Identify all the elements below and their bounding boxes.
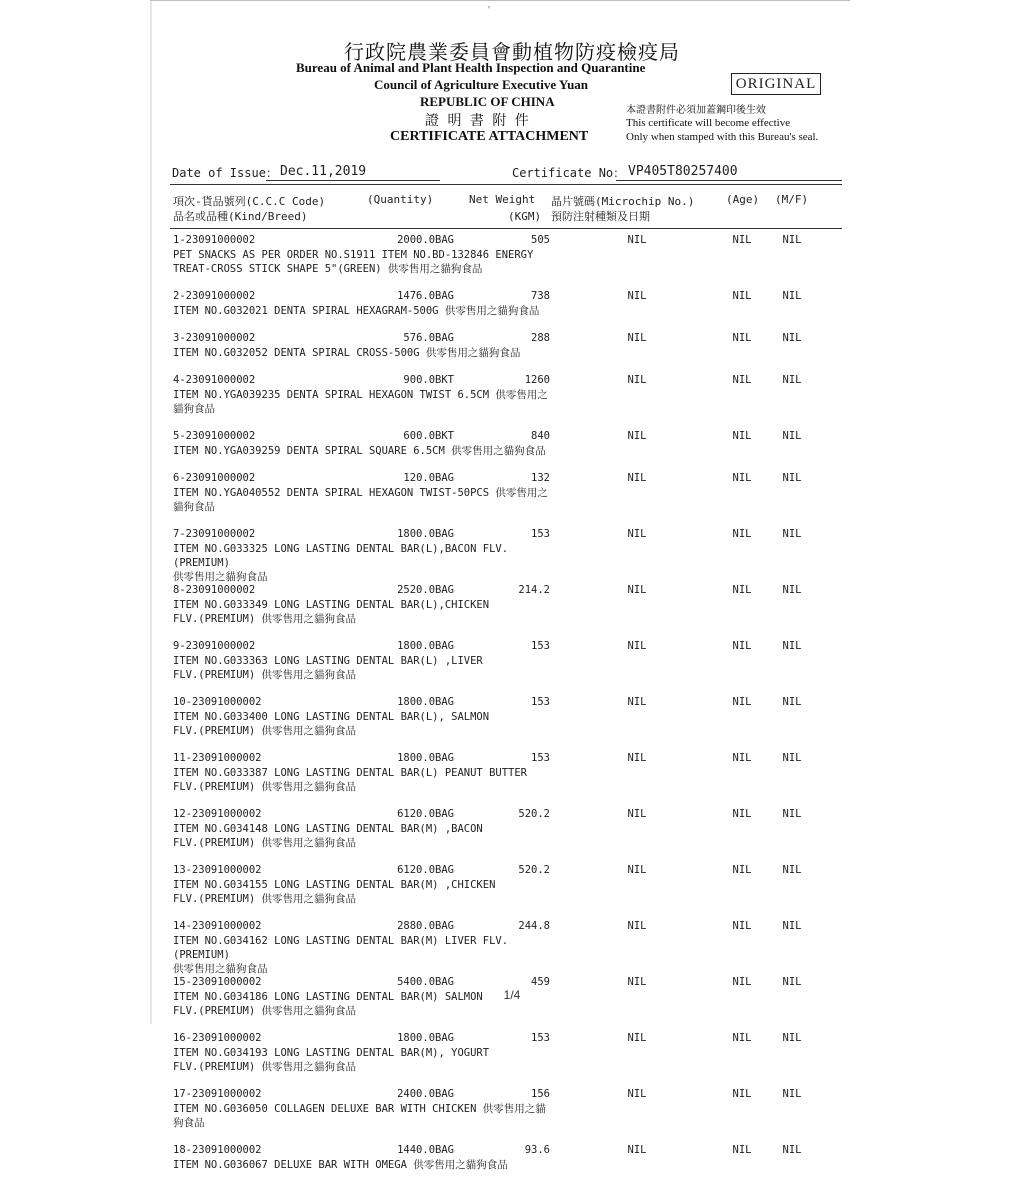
item-microchip: NIL (627, 696, 647, 708)
table-row (0, 528, 1024, 584)
item-code: 11-23091000002 (173, 752, 262, 764)
item-description: ITEM NO.G034148 LONG LASTING DENTAL BAR(M) ,BACON FLV.(PREMIUM) 供零售用之貓狗食品 (173, 823, 483, 849)
item-microchip: NIL (627, 332, 647, 344)
page-number: 1/4 (503, 988, 521, 1002)
item-age: NIL (732, 640, 752, 652)
item-code: 9-23091000002 (173, 640, 256, 652)
item-age: NIL (732, 864, 752, 876)
country-name: REPUBLIC OF CHINA (420, 94, 555, 109)
seal-notice-line-2: Only when stamped with this Bureau's seal. (626, 131, 819, 143)
item-description: PET SNACKS AS PER ORDER NO.S1911 ITEM NO.BD-132846 ENERGY TREAT-CROSS STICK SHAPE 5"(GREEN) 供零售用之貓狗食品 (173, 249, 534, 275)
column-header-net-weight: Net Weight (469, 193, 536, 206)
seal-notice-line-1: This certificate will become effective (626, 117, 791, 129)
item-description: ITEM NO.YGA040552 DENTA SPIRAL HEXAGON TWIST-50PCS 供零售用之 貓狗食品 (173, 487, 548, 513)
item-sex: NIL (782, 752, 802, 764)
item-age: NIL (732, 752, 752, 764)
bureau-name: Bureau of Animal and Plant Health Inspection and Quarantine (296, 60, 646, 75)
item-code: 10-23091000002 (173, 696, 262, 708)
item-microchip: NIL (627, 640, 647, 652)
item-net-weight: 459 (531, 976, 550, 988)
item-code: 4-23091000002 (173, 374, 256, 386)
item-sex: NIL (782, 472, 802, 484)
original-stamp: ORIGINAL (731, 73, 821, 95)
item-quantity: 1800.0BAG (397, 528, 454, 540)
item-sex: NIL (782, 332, 802, 344)
item-age: NIL (732, 1144, 752, 1156)
item-description: ITEM NO.G034186 LONG LASTING DENTAL BAR(M) SALMON FLV.(PREMIUM) 供零售用之貓狗食品 (173, 991, 483, 1017)
item-net-weight: 288 (531, 332, 550, 344)
item-microchip: NIL (627, 976, 647, 988)
item-age: NIL (732, 290, 752, 302)
item-net-weight: 153 (531, 1032, 550, 1044)
item-sex: NIL (782, 234, 802, 246)
scan-mark: ' (488, 4, 490, 16)
table-row (0, 332, 1024, 374)
item-quantity: 2520.0BAG (397, 584, 454, 596)
item-code: 3-23091000002 (173, 332, 256, 344)
item-sex: NIL (782, 528, 802, 540)
item-microchip: NIL (627, 584, 647, 596)
table-row (0, 1144, 1024, 1186)
table-row (0, 1032, 1024, 1088)
item-quantity: 1800.0BAG (397, 696, 454, 708)
table-row (0, 374, 1024, 430)
certificate-number-value: VP405T80257400 (628, 164, 738, 179)
item-quantity: 1440.0BAG (397, 1144, 454, 1156)
item-sex: NIL (782, 584, 802, 596)
document-title: CERTIFICATE ATTACHMENT (390, 129, 589, 144)
item-net-weight: 153 (531, 696, 550, 708)
item-description: ITEM NO.G036050 COLLAGEN DELUXE BAR WITH CHICKEN 供零售用之貓 狗食品 (173, 1103, 546, 1129)
item-age: NIL (732, 332, 752, 344)
item-net-weight: 1260 (524, 374, 550, 386)
column-header-vaccination: 預防注射種類及日期 (551, 210, 650, 223)
item-code: 16-23091000002 (173, 1032, 262, 1044)
item-microchip: NIL (627, 290, 647, 302)
item-sex: NIL (782, 808, 802, 820)
item-code: 5-23091000002 (173, 430, 256, 442)
scan-top-edge (150, 0, 850, 1)
item-age: NIL (732, 1088, 752, 1100)
table-row (0, 430, 1024, 472)
item-net-weight: 153 (531, 640, 550, 652)
table-row (0, 752, 1024, 808)
item-microchip: NIL (627, 920, 647, 932)
item-age: NIL (732, 528, 752, 540)
table-row (0, 864, 1024, 920)
column-header-kgm: (KGM) (508, 210, 542, 223)
item-sex: NIL (782, 640, 802, 652)
item-description: ITEM NO.G033363 LONG LASTING DENTAL BAR(L) ,LIVER FLV.(PREMIUM) 供零售用之貓狗食品 (173, 655, 483, 681)
item-description: ITEM NO.G033349 LONG LASTING DENTAL BAR(L),CHICKEN FLV.(PREMIUM) 供零售用之貓狗食品 (173, 599, 490, 625)
column-header-item-code: 項次-貨品號列(C.C.C Code) (173, 195, 326, 208)
table-row (0, 472, 1024, 528)
item-code: 14-23091000002 (173, 920, 262, 932)
item-sex: NIL (782, 1144, 802, 1156)
column-header-quantity: (Quantity) (367, 193, 434, 206)
item-net-weight: 520.2 (518, 864, 550, 876)
item-net-weight: 214.2 (518, 584, 550, 596)
table-row (0, 234, 1024, 290)
items-table (0, 234, 1024, 1186)
item-code: 17-23091000002 (173, 1088, 262, 1100)
date-of-issue-value: Dec.11,2019 (280, 164, 367, 179)
item-microchip: NIL (627, 528, 647, 540)
item-quantity: 6120.0BAG (397, 808, 454, 820)
item-sex: NIL (782, 374, 802, 386)
item-age: NIL (732, 976, 752, 988)
item-description: ITEM NO.G033325 LONG LASTING DENTAL BAR(L),BACON FLV.(PREMIUM) 供零售用之貓狗食品 (173, 543, 509, 583)
item-net-weight: 738 (531, 290, 550, 302)
table-top-rule (170, 184, 842, 185)
item-quantity: 1800.0BAG (397, 1032, 454, 1044)
item-quantity: 1800.0BAG (397, 640, 454, 652)
table-row (0, 290, 1024, 332)
item-microchip: NIL (627, 1144, 647, 1156)
item-description: ITEM NO.YGA039259 DENTA SPIRAL SQUARE 6.5CM 供零售用之貓狗食品 (173, 445, 546, 457)
item-quantity: 1800.0BAG (397, 752, 454, 764)
item-description: ITEM NO.G033400 LONG LASTING DENTAL BAR(L), SALMON FLV.(PREMIUM) 供零售用之貓狗食品 (173, 711, 490, 737)
item-quantity: 5400.0BAG (397, 976, 454, 988)
item-sex: NIL (782, 696, 802, 708)
column-header-kind: 品名或品種(Kind/Breed) (173, 210, 308, 223)
agency-title-chinese: 行政院農業委員會動植物防疫檢疫局 (344, 40, 680, 64)
item-sex: NIL (782, 1088, 802, 1100)
item-sex: NIL (782, 1032, 802, 1044)
item-age: NIL (732, 234, 752, 246)
item-microchip: NIL (627, 1032, 647, 1044)
item-microchip: NIL (627, 1088, 647, 1100)
item-sex: NIL (782, 976, 802, 988)
item-description: ITEM NO.G033387 LONG LASTING DENTAL BAR(L) PEANUT BUTTER FLV.(PREMIUM) 供零售用之貓狗食品 (173, 767, 528, 793)
item-age: NIL (732, 584, 752, 596)
item-microchip: NIL (627, 234, 647, 246)
item-age: NIL (732, 920, 752, 932)
item-microchip: NIL (627, 472, 647, 484)
item-microchip: NIL (627, 864, 647, 876)
item-microchip: NIL (627, 374, 647, 386)
table-header-rule (170, 228, 842, 229)
document-title-chinese: 證 明 書 附 件 (425, 113, 531, 129)
item-net-weight: 153 (531, 752, 550, 764)
item-quantity: 900.0BKT (403, 374, 454, 386)
item-description: ITEM NO.G034193 LONG LASTING DENTAL BAR(M), YOGURT FLV.(PREMIUM) 供零售用之貓狗食品 (173, 1047, 490, 1073)
table-row (0, 920, 1024, 976)
item-sex: NIL (782, 920, 802, 932)
table-row (0, 640, 1024, 696)
item-code: 6-23091000002 (173, 472, 256, 484)
item-microchip: NIL (627, 430, 647, 442)
table-row (0, 1088, 1024, 1144)
item-quantity: 120.0BAG (403, 472, 454, 484)
table-row (0, 584, 1024, 640)
item-net-weight: 244.8 (518, 920, 550, 932)
item-description: ITEM NO.G032021 DENTA SPIRAL HEXAGRAM-500G 供零售用之貓狗食品 (173, 305, 540, 317)
item-code: 13-23091000002 (173, 864, 262, 876)
table-row (0, 696, 1024, 752)
item-code: 12-23091000002 (173, 808, 262, 820)
item-quantity: 576.0BAG (403, 332, 454, 344)
item-quantity: 600.0BKT (403, 430, 454, 442)
item-net-weight: 93.6 (524, 1144, 550, 1156)
item-code: 8-23091000002 (173, 584, 256, 596)
item-quantity: 2000.0BAG (397, 234, 454, 246)
item-net-weight: 153 (531, 528, 550, 540)
item-microchip: NIL (627, 808, 647, 820)
item-sex: NIL (782, 290, 802, 302)
item-description: ITEM NO.G032052 DENTA SPIRAL CROSS-500G 供零售用之貓狗食品 (173, 347, 521, 359)
item-age: NIL (732, 808, 752, 820)
column-header-age: (Age) (726, 193, 760, 206)
seal-notice-chinese: 本證書附件必須加蓋鋼印後生效 (626, 105, 766, 116)
item-code: 18-23091000002 (173, 1144, 262, 1156)
table-row (0, 808, 1024, 864)
item-code: 1-23091000002 (173, 234, 256, 246)
item-net-weight: 505 (531, 234, 550, 246)
item-age: NIL (732, 430, 752, 442)
item-microchip: NIL (627, 752, 647, 764)
item-description: ITEM NO.G036067 DELUXE BAR WITH OMEGA 供零售用之貓狗食品 (173, 1159, 508, 1171)
certificate-number-label: Certificate No： (512, 166, 626, 180)
item-quantity: 6120.0BAG (397, 864, 454, 876)
item-age: NIL (732, 1032, 752, 1044)
item-quantity: 1476.0BAG (397, 290, 454, 302)
item-quantity: 2880.0BAG (397, 920, 454, 932)
item-sex: NIL (782, 430, 802, 442)
column-header-microchip: 晶片號碼(Microchip No.) (551, 195, 695, 208)
date-of-issue-label: Date of Issue： (172, 166, 278, 180)
item-net-weight: 520.2 (518, 808, 550, 820)
item-code: 2-23091000002 (173, 290, 256, 302)
column-header-mf: (M/F) (775, 193, 809, 206)
item-code: 15-23091000002 (173, 976, 262, 988)
item-quantity: 2400.0BAG (397, 1088, 454, 1100)
item-description: ITEM NO.YGA039235 DENTA SPIRAL HEXAGON TWIST 6.5CM 供零售用之 貓狗食品 (173, 389, 548, 415)
item-description: ITEM NO.G034162 LONG LASTING DENTAL BAR(M) LIVER FLV.(PREMIUM) 供零售用之貓狗食品 (173, 935, 509, 975)
item-code: 7-23091000002 (173, 528, 256, 540)
item-description: ITEM NO.G034155 LONG LASTING DENTAL BAR(M) ,CHICKEN FLV.(PREMIUM) 供零售用之貓狗食品 (173, 879, 496, 905)
certificate-underline (616, 180, 842, 181)
item-sex: NIL (782, 864, 802, 876)
item-age: NIL (732, 696, 752, 708)
item-net-weight: 840 (531, 430, 550, 442)
council-name: Council of Agriculture Executive Yuan (374, 77, 589, 92)
item-net-weight: 132 (531, 472, 550, 484)
item-age: NIL (732, 472, 752, 484)
date-underline (266, 180, 440, 181)
item-age: NIL (732, 374, 752, 386)
item-net-weight: 156 (531, 1088, 550, 1100)
